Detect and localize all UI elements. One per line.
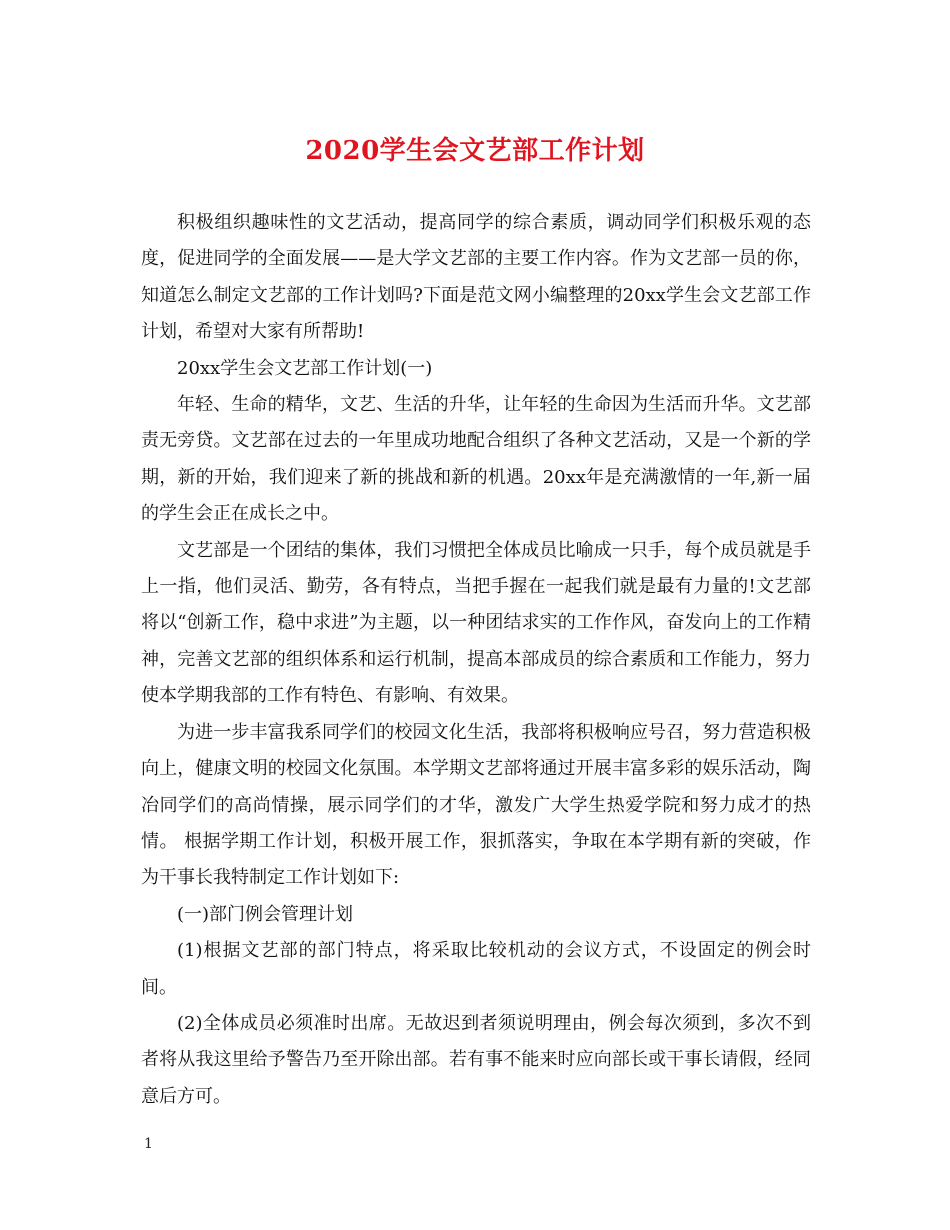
paragraph-youth: 年轻、生命的精华，文艺、生活的升华，让年轻的生命因为生活而升华。文艺部责无旁贷。文艺部在过去的一年里成功地配合组织了各种文艺活动，又是一个新的学期，新的开始，我们迎来了新的挑战和新的机遇。20xx年是充满激情的一年,新一届的学生会正在成长之中。 (141, 394, 811, 525)
paragraph-team: 文艺部是一个团结的集体，我们习惯把全体成员比喻成一只手，每个成员就是手上一指，他们灵活、勤劳，各有特点，当把手握在一起我们就是最有力量的!文艺部将以“创新工作，稳中求进”为主题，以一种团结求实的工作作风，奋发向上的工作精神，完善文艺部的组织体系和运行机制，提高本部成员的综合素质和工作能力，努力使本学期我部的工作有特色、有影响、有效果。 (141, 539, 811, 707)
list-item-2: (2)全体成员必须准时出席。无故迟到者须说明理由，例会每次须到，多次不到者将从我这里给予警告乃至开除出部。若有事不能来时应向部长或干事长请假，经同意后方可。 (141, 1012, 811, 1107)
section-heading-plan-one: 20xx学生会文艺部工作计划(一) (177, 357, 433, 379)
section-heading-meeting-plan: (一)部门例会管理计划 (177, 903, 354, 925)
page-number: 1 (144, 1136, 153, 1152)
document-body (141, 205, 811, 1115)
paragraph-intro: 积极组织趣味性的文艺活动，提高同学的综合素质，调动同学们积极乐观的态度，促进同学的全面发展——是大学文艺部的主要工作内容。作为文艺部一员的你，知道怎么制定文艺部的工作计划吗?下面是范文网小编整理的20xx学生会文艺部工作计划，希望对大家有所帮助! (141, 212, 811, 343)
list-item-1: (1)根据文艺部的部门特点，将采取比较机动的会议方式，不设固定的例会时间。 (141, 940, 811, 998)
document-title: 2020学生会文艺部工作计划 (305, 136, 645, 166)
paragraph-campus-culture: 为进一步丰富我系同学们的校园文化生活，我部将积极响应号召，努力营造积极向上，健康文明的校园文化氛围。本学期文艺部将通过开展丰富多彩的娱乐活动，陶冶同学们的高尚情操，展示同学们的才华，激发广大学生热爱学院和努力成才的热情。 根据学期工作计划，积极开展工作，狠抓落实，争取在本学期有新的突破，作为干事长我特制定工作计划如下: (141, 721, 811, 889)
